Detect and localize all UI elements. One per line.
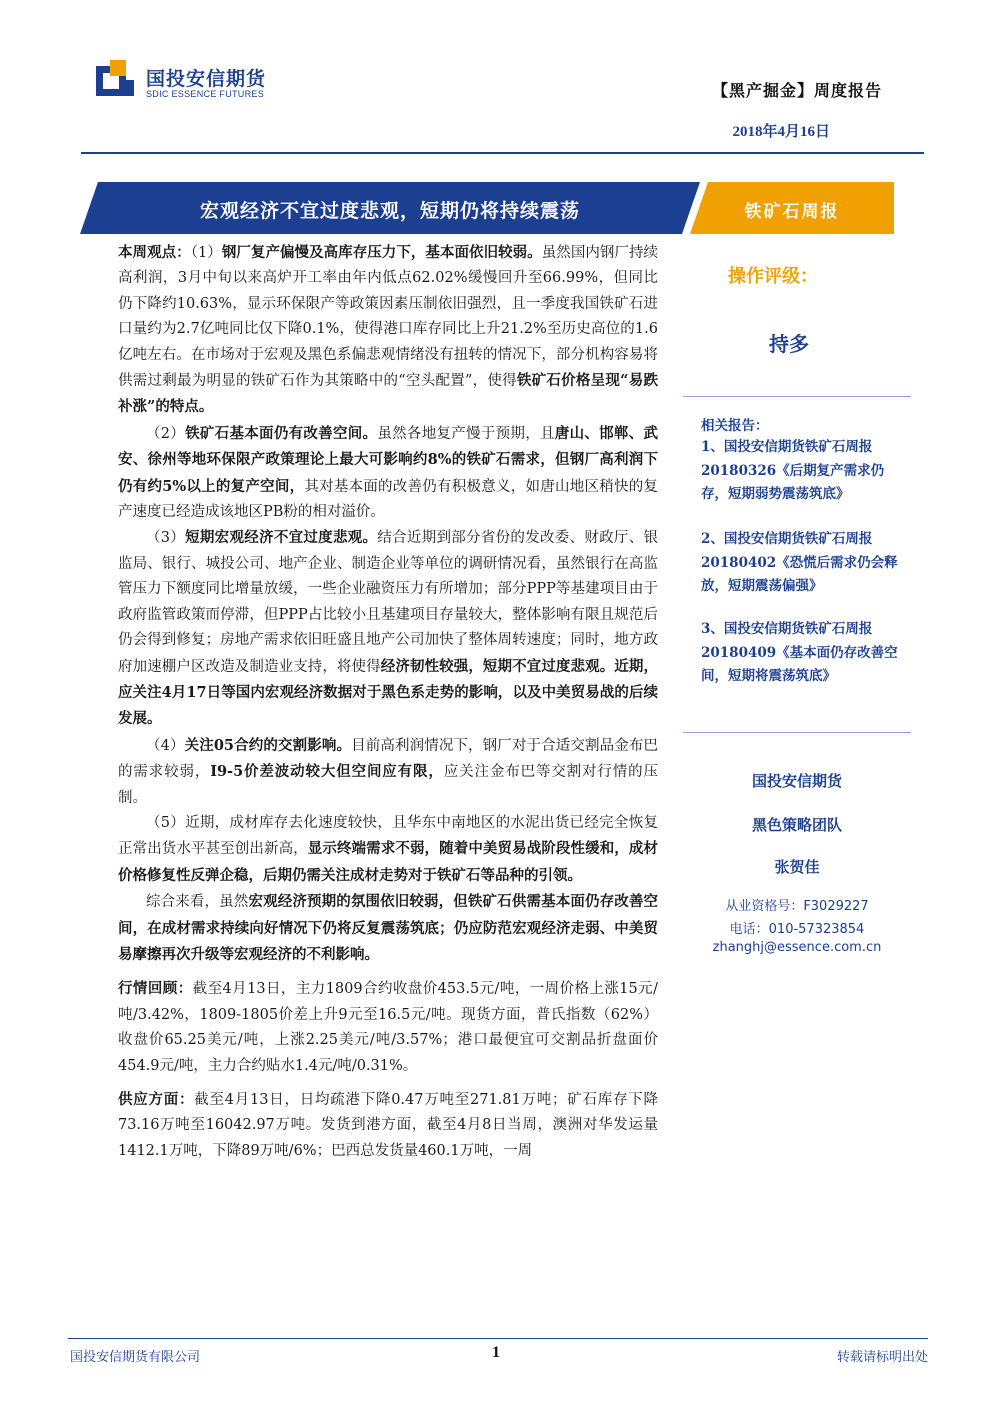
footer-notice: 转载请标明出处 <box>836 1350 928 1365</box>
p2-highlight-2: 唐山、邯郸、武安、徐州等地环保限产政策理论上最大可影响约8%的铁矿石需求，但钢厂高利润下仍有约5%以上的复产空间， <box>118 424 659 495</box>
related-report-1[interactable]: 1、国投安信期货铁矿石周报20180326《后期复产需求仍存，短期弱势震荡筑底》 <box>701 439 885 502</box>
p6-text-1: 综合来看，虽然 <box>146 894 249 911</box>
p1-text-2: 虽然国内钢厂持续高利润，3月中旬以来高炉开工率由年内低点62.02%缓慢回升至66.99%，但同比仍下降约10.63%，显示环保限产等政策因素压制依旧强烈，且一季度我国铁矿石进口量约为2.7亿吨同比仅下降0.1%，使得港口库存同比上升21.2%至历史高位的1.6亿吨左右。在市场对于宏观及黑色系偏悲观情绪没有扭转的情况下，部分机构容易将供需过剩最为明显的铁矿石作为其策略中的“空头配置”，使得 <box>118 245 659 390</box>
paragraph-view-5 <box>118 811 658 889</box>
rating-value: 持多 <box>769 332 809 356</box>
logo-english-name: SDIC ESSENCE FUTURES <box>146 89 265 99</box>
p3-text-1: （3） <box>146 530 186 547</box>
section-label-supply: 供应方面： <box>118 1091 195 1108</box>
paragraph-view-2 <box>118 421 658 526</box>
report-type: 【黑产掘金】周度报告 <box>711 81 882 100</box>
p1-highlight-1: 钢厂复产偏慢及高库存压力下，基本面依旧较弱。 <box>221 244 542 261</box>
related-reports-title: 相关报告： <box>701 418 769 434</box>
header-divider <box>81 152 924 154</box>
analyst-email[interactable]: zhanghj@essence.com.cn <box>712 940 882 955</box>
p3-text-2: 结合近期到部分省份的发改委、财政厅、银监局、银行、城投公司、地产企业、制造企业等单位的调研情况看，虽然银行在高监管压力下额度同比增量放缓，一些企业融资压力有所增加；部分PPP等基建项目由于政府监管政策而停滞，但PPP占比较小且基建项目存量较大，整体影响有限且规范后仍会得到修复；房地产需求依旧旺盛且地产公司加快了整体周转速度；同时，地方政府加速棚户区改造及制造业支持，将使得 <box>118 530 658 675</box>
sidebar-divider <box>683 396 911 397</box>
paragraph-view-1 <box>118 240 658 421</box>
title-banner <box>80 182 700 234</box>
p4-highlight-1: 关注05合约的交割影响。 <box>184 736 352 754</box>
sidebar-divider <box>683 732 911 733</box>
analyst-phone: 电话：010-57323854 <box>729 922 865 937</box>
paragraph-supply <box>118 1087 658 1164</box>
p6-highlight-1: 宏观经济预期的氛围依旧较弱，但铁矿石供需基本面仍存改善空间，在成材需求持续向好情况下仍将反复震荡筑底；仍应防范宏观经济走弱、中美贸易摩擦再次升级等宏观经济的不利影响。 <box>118 893 659 963</box>
market-text: 截至4月13日，主力1809合约收盘价453.5元/吨，一周价格上涨15元/吨/3.42%，1809-1805价差上升9元至16.5元/吨。现货方面，普氏指数（62%）收盘价65.25美元/吨，上涨2.25美元/吨/3.57%；港口最便宜可交割品折盘面价454.9元/吨，主力合约贴水1.4元/吨/0.31%。 <box>118 981 659 1074</box>
p5-text-1: （5）近期，成材库存去化速度较快，且华东中南地区的水泥出货已经完全恢复正常出货水平甚至创出新高， <box>118 814 658 858</box>
section-label-view: 本周观点： <box>118 244 191 261</box>
related-report-3[interactable]: 3、国投安信期货铁矿石周报20180409《基本面仍存改善空间，短期将震荡筑底》 <box>701 621 898 684</box>
p4-text-3: 应关注金布巴等交割对行情的压制。 <box>118 764 658 806</box>
footer-company: 国投安信期货有限公司 <box>70 1350 201 1365</box>
footer-divider <box>68 1338 928 1339</box>
related-report-2[interactable]: 2、国投安信期货铁矿石周报20180402《恐慌后需求仍会释放，短期震荡偏强》 <box>701 531 898 594</box>
p3-highlight-2: 经济韧性较强，短期不宜过度悲观。近期，应关注4月17日等国内宏观经济数据对于黑色系走势的影响，以及中美贸易战的后续发展。 <box>118 657 658 728</box>
p4-text-2: 目前高利润情况下，钢厂对于合适交割品金布巴的需求较弱， <box>118 737 658 781</box>
rating-label: 操作评级： <box>728 266 818 287</box>
analyst-license: 从业资格号：F3029227 <box>725 899 869 914</box>
report-date: 2018年4月16日 <box>732 124 830 140</box>
category-tag <box>690 182 894 234</box>
paragraph-view-4 <box>118 733 658 811</box>
p1-text-1: （1） <box>190 245 222 261</box>
p2-text-1: （2） <box>146 425 186 442</box>
company-logo <box>96 60 291 104</box>
paragraph-market-review <box>118 976 658 1079</box>
team-company: 国投安信期货 <box>751 772 842 790</box>
main-content <box>118 240 658 1164</box>
p5-highlight-1: 显示终端需求不弱，随着中美贸易战阶段性缓和，成材价格修复性反弹企稳，后期仍需关注成材走势对于铁矿石等品种的引领。 <box>118 840 658 884</box>
p3-highlight-1: 短期宏观经济不宜过度悲观。 <box>185 529 378 547</box>
p4-text-1: （4） <box>146 737 185 754</box>
paragraph-view-3 <box>118 525 658 732</box>
paragraph-summary <box>118 889 658 968</box>
supply-text: 截至4月13日，日均疏港下降0.47万吨至271.81万吨；矿石库存下降73.16万吨至16042.97万吨。发货到港方面，截至4月8日当周，澳洲对华发运量1412.1万吨，下降89万吨/6%；巴西总发货量460.1万吨，一周 <box>118 1092 658 1159</box>
report-title: 宏观经济不宜过度悲观，短期仍将持续震荡 <box>199 200 580 222</box>
p1-highlight-2: 铁矿石价格呈现“易跌补涨”的特点。 <box>118 372 658 416</box>
category-label: 铁矿石周报 <box>744 202 840 222</box>
section-label-market: 行情回顾： <box>118 980 193 998</box>
page-number: 1 <box>492 1344 500 1361</box>
p2-text-2: 虽然各地复产慢于预期，且 <box>377 425 555 442</box>
logo-mark-icon <box>96 60 138 102</box>
p4-highlight-2: I9-5价差波动较大但空间应有限， <box>210 763 444 781</box>
p2-text-3: 其对基本面的改善仍有积极意义，如唐山地区稍快的复产速度已经造成该地区PB粉的相对溢价。 <box>118 478 658 521</box>
logo-chinese-name: 国投安信期货 <box>146 68 267 90</box>
team-name: 黑色策略团队 <box>751 816 842 834</box>
p2-highlight-1: 铁矿石基本面仍有改善空间。 <box>185 424 378 442</box>
analyst-name: 张贺佳 <box>774 858 820 876</box>
